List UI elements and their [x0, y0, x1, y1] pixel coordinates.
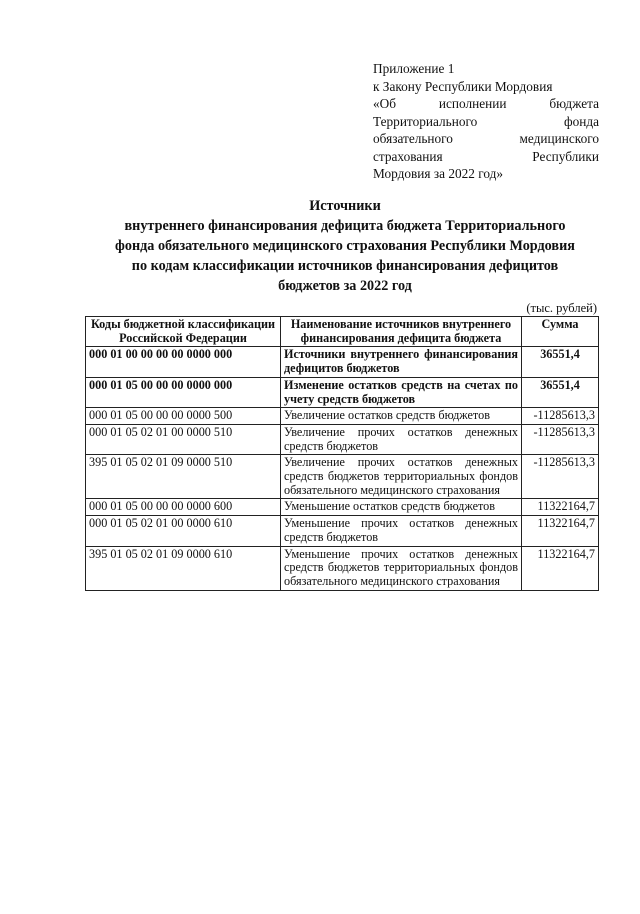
- row-sum: 11322164,7: [522, 546, 599, 590]
- appendix-line: Приложение 1: [373, 61, 455, 76]
- row-name: Уменьшение остатков средств бюджетов: [281, 499, 522, 516]
- units-label: (тыс. рублей): [526, 301, 597, 315]
- appendix-line: страхования Республики: [373, 148, 599, 164]
- row-code: 000 01 05 00 00 00 0000 500: [86, 408, 281, 425]
- header-code: Коды бюджетной классификации Российской Федерации: [86, 317, 281, 347]
- row-sum: -11285613,3: [522, 424, 599, 454]
- header-name: Наименование источников внутреннего финансирования дефицита бюджета: [281, 317, 522, 347]
- title-line: внутреннего финансирования дефицита бюджета Территориального: [124, 218, 566, 234]
- sources-table: [85, 316, 599, 591]
- table-row: [86, 516, 599, 546]
- row-name: Уменьшение прочих остатков денежных средств бюджетов территориальных фондов обязательного медицинского страхования: [281, 546, 522, 590]
- table-row: [86, 546, 599, 590]
- appendix-line: «Об исполнении бюджета: [373, 96, 599, 111]
- title-line: Источники: [309, 198, 381, 214]
- row-code: 000 01 00 00 00 00 0000 000: [86, 347, 281, 377]
- row-sum: -11285613,3: [522, 455, 599, 499]
- row-name: Увеличение прочих остатков денежных средств бюджетов: [281, 424, 522, 454]
- row-sum: 11322164,7: [522, 499, 599, 516]
- row-sum: 11322164,7: [522, 516, 599, 546]
- row-code: 000 01 05 00 00 00 0000 600: [86, 499, 281, 516]
- row-sum: 36551,4: [522, 347, 599, 377]
- appendix-line: Территориального фонда: [373, 113, 599, 129]
- title-line: по кодам классификации источников финансирования дефицитов: [131, 258, 559, 274]
- row-code: 000 01 05 00 00 00 0000 000: [86, 377, 281, 407]
- table-row: [86, 455, 599, 499]
- appendix-note: [373, 60, 599, 183]
- table-header-row: [86, 317, 599, 347]
- table-row: [86, 424, 599, 454]
- appendix-line: к Закону Республики Мордовия: [373, 78, 553, 94]
- table-row: [86, 408, 599, 425]
- table-row: [86, 377, 599, 407]
- title-line: бюджетов за 2022 год: [278, 278, 412, 294]
- row-name: Изменение остатков средств на счетах по учету средств бюджетов: [281, 377, 522, 407]
- row-name: Увеличение прочих остатков денежных средств бюджетов территориальных фондов обязательного медицинского страхования: [281, 455, 522, 499]
- row-code: 000 01 05 02 01 00 0000 510: [86, 424, 281, 454]
- row-name: Источники внутреннего финансирования дефицитов бюджетов: [281, 347, 522, 377]
- header-sum: Сумма: [522, 317, 599, 347]
- row-name: Увеличение остатков средств бюджетов: [281, 408, 522, 425]
- table-row: [86, 499, 599, 516]
- row-sum: -11285613,3: [522, 408, 599, 425]
- row-code: 395 01 05 02 01 09 0000 610: [86, 546, 281, 590]
- row-code: 395 01 05 02 01 09 0000 510: [86, 455, 281, 499]
- appendix-line: Мордовия за 2022 год»: [373, 166, 504, 181]
- table-row: [86, 347, 599, 377]
- appendix-line: обязательного медицинского: [373, 131, 599, 146]
- document-title: [80, 196, 610, 296]
- row-sum: 36551,4: [522, 377, 599, 407]
- title-line: фонда обязательного медицинского страхования Республики Мордовия: [115, 238, 575, 254]
- row-name: Уменьшение прочих остатков денежных средств бюджетов: [281, 516, 522, 546]
- row-code: 000 01 05 02 01 00 0000 610: [86, 516, 281, 546]
